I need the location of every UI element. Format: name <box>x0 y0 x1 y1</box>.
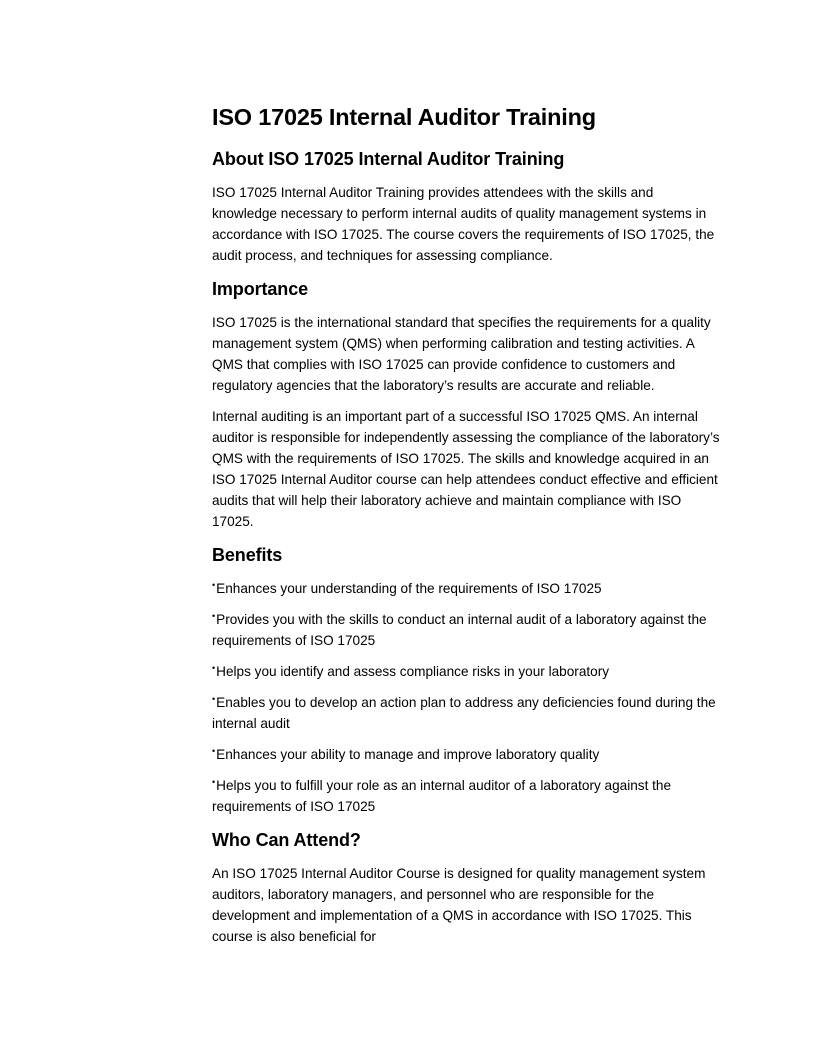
bullet-icon: • <box>212 694 216 704</box>
list-item <box>212 744 720 765</box>
benefit-text: Enables you to develop an action plan to address any deficiencies found during the internal audit <box>212 695 716 731</box>
bullet-icon: • <box>212 777 216 787</box>
document-title: ISO 17025 Internal Auditor Training <box>212 104 596 130</box>
bullet-icon: • <box>212 611 216 621</box>
benefit-text: Enhances your understanding of the requirements of ISO 17025 <box>216 581 602 596</box>
list-item <box>212 692 720 734</box>
importance-paragraph-1: ISO 17025 is the international standard that specifies the requirements for a quality management system (QMS) when performing calibration and testing activities. A QMS that complies with ISO 17025 can provide confidence to customers and regulatory agencies that the laboratory’s results are accurate and reliable. <box>212 315 711 393</box>
list-item <box>212 775 720 817</box>
list-item <box>212 578 720 599</box>
benefit-text: Helps you identify and assess compliance risks in your laboratory <box>216 664 610 679</box>
benefits-list <box>212 578 720 817</box>
benefit-text: Helps you to fulfill your role as an internal auditor of a laboratory against the requirements of ISO 17025 <box>212 778 672 814</box>
section-importance <box>212 276 720 532</box>
section-benefits <box>212 542 720 817</box>
about-paragraph: ISO 17025 Internal Auditor Training provides attendees with the skills and knowledge necessary to perform internal audits of quality management systems in accordance with ISO 17025. The course covers the requirements of ISO 17025, the audit process, and techniques for assessing compliance. <box>212 185 715 263</box>
list-item <box>212 609 720 651</box>
section-heading-benefits: Benefits <box>212 545 283 565</box>
importance-paragraph-2: Internal auditing is an important part of a successful ISO 17025 QMS. An internal auditor is responsible for independently assessing the compliance of the laboratory’s QMS with the requirements of ISO 17025. The skills and knowledge acquired in an ISO 17025 Internal Auditor course can help attendees conduct effective and efficient audits that will help their laboratory achieve and maintain compliance with ISO 17025. <box>212 409 720 529</box>
benefit-text: Provides you with the skills to conduct an internal audit of a laboratory against the requirements of ISO 17025 <box>212 612 707 648</box>
benefit-text: Enhances your ability to manage and improve laboratory quality <box>216 747 600 762</box>
section-heading-who-can-attend: Who Can Attend? <box>212 830 361 850</box>
document-page <box>212 100 720 957</box>
section-about <box>212 146 720 266</box>
bullet-icon: • <box>212 746 216 756</box>
bullet-icon: • <box>212 580 216 590</box>
section-heading-about: About ISO 17025 Internal Auditor Training <box>212 149 565 169</box>
who-can-attend-paragraph: An ISO 17025 Internal Auditor Course is designed for quality management system auditors, laboratory managers, and personnel who are responsible for the development and implementation of a QMS in accordance with ISO 17025. This course is also beneficial for <box>212 866 706 944</box>
bullet-icon: • <box>212 663 216 673</box>
list-item <box>212 661 720 682</box>
section-who-can-attend <box>212 827 720 947</box>
section-heading-importance: Importance <box>212 279 309 299</box>
